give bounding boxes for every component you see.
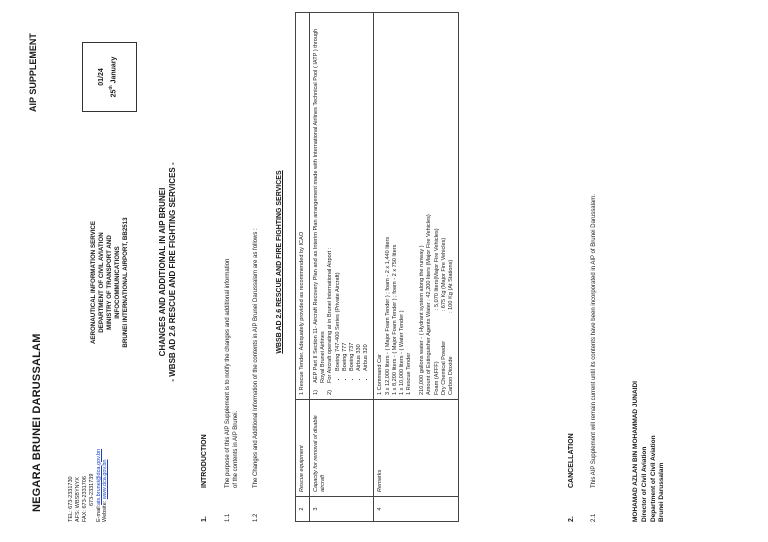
row-label: Capacity for removal of disable aircraft xyxy=(310,400,374,497)
row-label: Rescue equipment xyxy=(296,400,310,497)
contact-block xyxy=(68,447,109,522)
office-line: INFOCOMMUNICATIONS xyxy=(114,246,122,319)
tel-value: 673-2331730 xyxy=(68,476,74,509)
row-label: Remarks xyxy=(374,400,459,497)
supplement-number: 01/24 xyxy=(98,68,105,86)
paragraph-1-1-number: 1.1 xyxy=(225,513,231,522)
supplement-heading: AIP SUPPLEMENT xyxy=(28,33,38,112)
tel-label: TEL: xyxy=(68,510,74,522)
paragraph-1-2-number: 1.2 xyxy=(253,513,259,522)
item-number: 1) xyxy=(313,390,320,395)
office-line: DEPARTMENT OF CIVIL AVIATION xyxy=(98,232,106,333)
fax-value-1: 673-2331706 xyxy=(81,476,88,509)
aircraft-item: • Airbus 330 xyxy=(356,17,363,371)
afs-value: WBSBYNYX xyxy=(74,477,81,509)
fax-row xyxy=(82,447,89,522)
row-number: 2 xyxy=(296,497,310,522)
list-item xyxy=(327,17,334,395)
fax-value-2: 673-2331739 xyxy=(88,473,95,506)
signatory-country: Brunei Darussalam xyxy=(658,462,666,522)
row-value xyxy=(374,13,459,400)
rescue-services-table xyxy=(295,12,459,522)
table-row xyxy=(296,13,310,522)
remark-line: 1 x 8,200 liters - ( Major Foam Tender ) ; foam - 2 x 750 liters xyxy=(391,244,398,395)
afs-row xyxy=(75,447,82,522)
email-link[interactable]: ais.brunei@dca.gov.bn xyxy=(95,448,102,505)
fax-label: FAX: xyxy=(81,510,88,522)
table-row xyxy=(310,13,374,522)
table-title: WBSB AD 2.6 RESCUE AND FIRE FIGHTING SERVICES xyxy=(276,170,283,354)
signatory-name: MOHAMAD AZLAN BIN MOHAMMAD JUNAIDI xyxy=(632,381,639,522)
table-row xyxy=(374,13,459,522)
aircraft-list xyxy=(335,17,371,383)
email-row xyxy=(96,447,103,522)
list-item xyxy=(313,17,327,395)
section-1-number: 1. xyxy=(201,516,208,522)
remark-line: 3 x 12,000 liters - ( Major Foam Tender ) ; foam - 2 x 1,440 liters xyxy=(384,236,391,395)
aircraft-item: • Boeing 777 xyxy=(342,17,349,371)
tel-row xyxy=(68,447,75,522)
signatory-title: Director of Civil Aviation xyxy=(640,446,648,522)
document-title xyxy=(158,122,179,422)
remark-line: 1 x 10,000 liters - ( Water Tender ) xyxy=(398,310,405,395)
aircraft-item: • Boeing 747-400 Series (Private Aircraft) xyxy=(335,17,342,371)
section-2-number: 2. xyxy=(568,516,575,522)
remark-line: Foam (AFFF) : 5,070 liters(Major Fire Vehicles) xyxy=(433,228,440,395)
row-value xyxy=(310,13,374,400)
section-2-title: CANCELLATION xyxy=(568,433,575,488)
remark-line: 1 Rescue Tender xyxy=(406,352,413,395)
fax-row-2 xyxy=(89,447,96,522)
paragraph-1-2: The Changes and Additional Information of the contents in AIP Brunei Darussalam are as follows : xyxy=(253,228,259,488)
country-heading: NEGARA BRUNEI DARUSSALAM xyxy=(31,333,43,512)
supplement-month: January xyxy=(109,56,117,86)
signatory-department: Department of Civil Aviation xyxy=(649,435,657,522)
title-line-1: CHANGES AND ADDITIONAL IN AIP BRUNEI xyxy=(158,187,167,357)
office-address xyxy=(90,155,130,410)
afs-label: AFS: xyxy=(74,509,81,522)
website-label: Website: xyxy=(102,500,109,522)
paragraph-2-1: This AIP Supplement will remain current until its contents have been incorporated in AIP of Brunei Darussalam. xyxy=(591,194,597,488)
office-line: BRUNEI INTERNATIONAL AIRPORT, BB2513 xyxy=(122,217,130,348)
row-number: 3 xyxy=(310,497,374,522)
website-link[interactable]: www.dca.gov.bn xyxy=(102,459,109,500)
signature-block xyxy=(632,381,667,522)
item-text: For Aircraft operating at in Brunei International Airport : xyxy=(327,247,334,383)
row-value: 1 Rescue Tender. Adequately provided as recommended by ICAO xyxy=(296,13,310,400)
remark-line: 1 Command Car xyxy=(377,353,384,395)
item-text: AEP Part II Section 11- Aircraft Recovery Plan and as Interim Plan arrangement made with International Airlines Technical Pool ( IATP ) through Royal Brunei Airlines xyxy=(313,28,327,383)
supplement-day: 25 xyxy=(109,89,117,98)
office-line: AERONAUTICAL INFORMATION SERVICE xyxy=(90,220,97,345)
remark-line: Amount of Extinguisher Agents Water : 42,200 liters (Major Fire Vehicles) xyxy=(426,214,433,395)
remark-line: Dry Chemical Powder : 675 Kg (Major Fire Vehicles) xyxy=(440,237,447,395)
section-1-title: INTRODUCTION xyxy=(201,434,208,488)
paragraph-1-1: The purpose of this AIP Supplement is to notify the changes and additional information of the contents in AIP Brunei. xyxy=(225,258,240,488)
item-number: 2) xyxy=(327,390,334,395)
supplement-date xyxy=(108,43,120,111)
paragraph-2-1-number: 2.1 xyxy=(591,513,597,522)
title-line-2: - WBSB AD 2.6 RESCUE AND FIRE FIGHTING SERVICES - xyxy=(168,162,178,382)
email-label: E-mail: xyxy=(95,504,102,522)
supplement-day-suffix: th xyxy=(107,85,113,90)
website-row xyxy=(102,447,109,522)
remark-line: 210,000 gallons water - ( Hydrant system along the runway ) xyxy=(419,245,426,395)
remark-line: Carbon Dioxide : 100 Kg (At Stations) xyxy=(447,259,454,395)
office-line: MINISTRY OF TRANSPORT AND xyxy=(106,235,114,330)
row-number: 4 xyxy=(374,497,459,522)
supplement-number-box xyxy=(82,42,137,112)
aircraft-item: • Airbus 320 xyxy=(363,17,370,371)
aircraft-item: • Boeing 737 xyxy=(349,17,356,371)
